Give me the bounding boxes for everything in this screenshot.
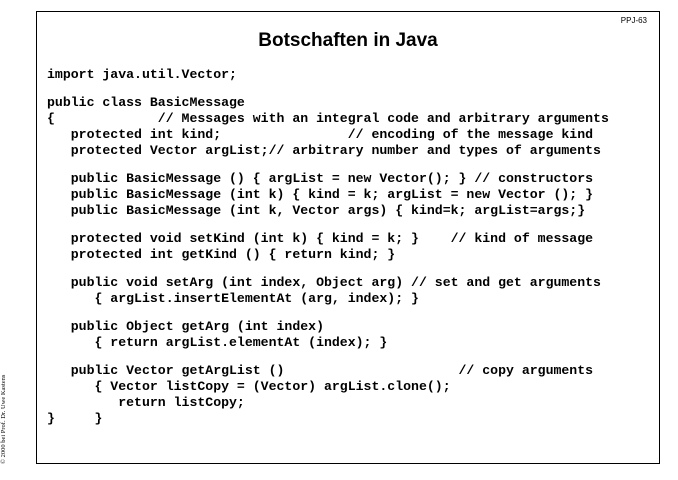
code-line: { // Messages with an integral code and arbitrary arguments bbox=[47, 111, 609, 126]
code-line: public BasicMessage () { argList = new Vector(); } // constructors bbox=[47, 171, 594, 186]
code-line: import java.util.Vector; bbox=[47, 67, 237, 82]
copyright-note: © 2000 bei Prof. Dr. Uwe Kastens bbox=[0, 374, 7, 464]
code-line: public class BasicMessage bbox=[47, 95, 245, 110]
code-line: return listCopy; bbox=[47, 395, 245, 410]
code-line: { Vector listCopy = (Vector) argList.clone(); bbox=[47, 379, 451, 394]
page-id: PPJ-63 bbox=[620, 16, 647, 25]
code-listing bbox=[47, 67, 609, 427]
code-line: } } bbox=[47, 411, 103, 426]
code-blank-line bbox=[47, 219, 609, 231]
code-line: public BasicMessage (int k) { kind = k; argList = new Vector (); } bbox=[47, 187, 594, 202]
code-line: protected int kind; // encoding of the message kind bbox=[47, 127, 594, 142]
code-line: public Object getArg (int index) bbox=[47, 319, 324, 334]
slide-frame bbox=[36, 11, 660, 464]
code-blank-line bbox=[47, 159, 609, 171]
code-line: { return argList.elementAt (index); } bbox=[47, 335, 388, 350]
code-line: public Vector getArgList () // copy arguments bbox=[47, 363, 594, 378]
code-line: protected Vector argList;// arbitrary number and types of arguments bbox=[47, 143, 601, 158]
code-line: public BasicMessage (int k, Vector args) { kind=k; argList=args;} bbox=[47, 203, 586, 218]
code-blank-line bbox=[47, 351, 609, 363]
code-line: protected void setKind (int k) { kind = k; } // kind of message bbox=[47, 231, 594, 246]
code-blank-line bbox=[47, 83, 609, 95]
code-blank-line bbox=[47, 263, 609, 275]
page-title: Botschaften in Java bbox=[258, 30, 438, 51]
code-line: public void setArg (int index, Object arg) // set and get arguments bbox=[47, 275, 601, 290]
code-line: { argList.insertElementAt (arg, index); } bbox=[47, 291, 419, 306]
code-line: protected int getKind () { return kind; } bbox=[47, 247, 396, 262]
code-blank-line bbox=[47, 307, 609, 319]
